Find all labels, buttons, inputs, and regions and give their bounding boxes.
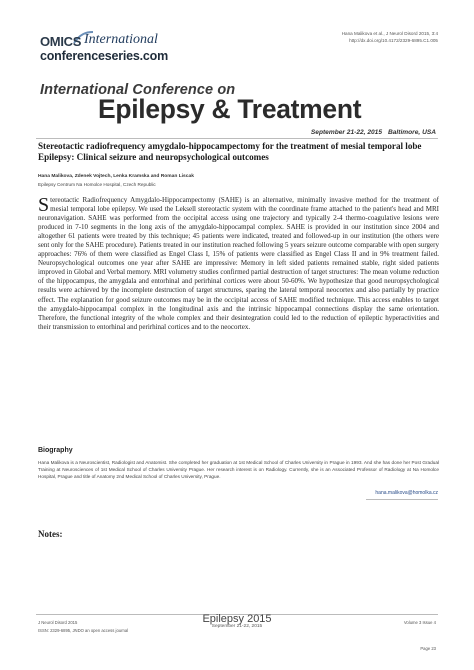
paper-authors: Hana Malikova, Zdenek Vojtech, Lenka Kramska and Roman Liscak <box>38 174 194 179</box>
footer-brand: Epilepsy 2015 <box>202 613 272 625</box>
conference-date-place <box>311 129 436 136</box>
author-email-link[interactable]: hana.malikova@homolka.cz <box>375 490 438 496</box>
notes-label: Notes: <box>38 529 63 539</box>
conference-place: Baltimore, USA <box>388 129 436 136</box>
email-divider <box>366 499 438 500</box>
abstract-body: tereotactic Radiofrequency Amygdalo-Hippocampectomy (SAHE) is an alternative, minimally invasive method for the treatment of mesial temporal lobe epilepsy. We used the Leksell stereotactic system with the coordinate frame attached to the patient's head and MRI neuronavigation. SAHE was performed from the occipital access using one trajectory and typically 2-4 thermo-coagulative lesions were produced in 7-10 segments in the long axis of the amygdalo-hippocampal complex. SAHE is provided in our institution since 2004 and altogether 61 patients were treated by this technique; 45 patients were indicated, treated and followed-up in our institution (the others were sent only for the SAHE procedure). Patients treated in our institution reached following 5 years seizure outcome comparable with open surgery approaches: 76% of them were classified as Engel Class I, 15% of patients were classified as Engel Class II and in 9% treatment failed. Neuropsychological outcomes one year after SAHE are impressive: Memory in left sided patients remained stable, right sided patients improved in Global and Verbal memory. MRI volumetry studies confirmed partial destruction of target structures: The mean volume reduction of the hippocampus, the amygdala and entorhinal and perirhinal cortices were about 50-60%. We hypothesize that good neuropsychological results were achieved by the incomplete destruction of target structures, sparing the lateral temporal neocortex and also partially by practice effect. The explanation for good seizure outcomes may be in the occipital access of SAHE modified technique. This access enables to target the amygdalo-hippocampal complex in the longitudinal axis and the intrinsic hippocampal connections display the same orientation. Therefore, the functional integrity of the whole complex and their desintegration could led to the reduction of epileptic hyperactivities and their transmission to entorhinal and perirhinal cortices and to the neocortex. <box>38 196 439 331</box>
citation-line: Hana Malikova et al., J Neurol Disord 2015, 3:4 <box>341 31 438 36</box>
footer-date: September 21-22, 2015 <box>211 624 263 629</box>
paper-affiliation: Epilepsy Centrum Na Homolce Hospital, Czech Republic <box>38 182 156 187</box>
footer-journal: J Neurol Disord 2015 <box>38 620 78 625</box>
conference-subtitle: International Conference on <box>40 82 236 98</box>
drop-cap: S <box>38 194 50 216</box>
doi-link[interactable]: http://dx.doi.org/10.4172/2329-6895.C1.005 <box>349 38 438 43</box>
citation-block <box>238 30 438 44</box>
footer-volume: Volume 3 Issue 4 <box>403 620 436 625</box>
footer-issn: ISSN: 2329-6895, JNDO an open access journal <box>38 628 129 633</box>
biography-text: Hana Malikova is a Neuroscientist, Radiologist and Anatomist. She completed her graduation at 1st Medical School of Charles University in Prague in 1993. And she has done her Post Gradual Training at Neurosciences of 1st Medical School of Charles University Prague. Her research interest is on Radiology. Currently, she is an Associated Professor of Radiology at Na Homolce Hospital, Prague and title of Anatomy 2nd Medical School of Charles University, Prague. <box>38 460 439 480</box>
logo-site: conferenceseries.com <box>40 49 169 63</box>
conference-date: September 21-22, 2015 <box>310 129 382 136</box>
header-divider <box>36 138 438 139</box>
conference-title: Epilepsy & Treatment <box>98 94 362 124</box>
abstract-text <box>38 196 439 332</box>
paper-title: Stereotactic radiofrequency amygdalo-hippocampectomy for the treatment of mesial temporal lobe Epilepsy: Clinical seizure and neuropsychological outcomes <box>38 141 422 162</box>
logo-brand: OMICS <box>40 34 82 49</box>
footer-page-number: Page 23 <box>420 646 436 651</box>
omics-logo <box>40 30 170 66</box>
logo-sub: International <box>84 32 158 47</box>
biography-heading: Biography <box>38 447 73 454</box>
